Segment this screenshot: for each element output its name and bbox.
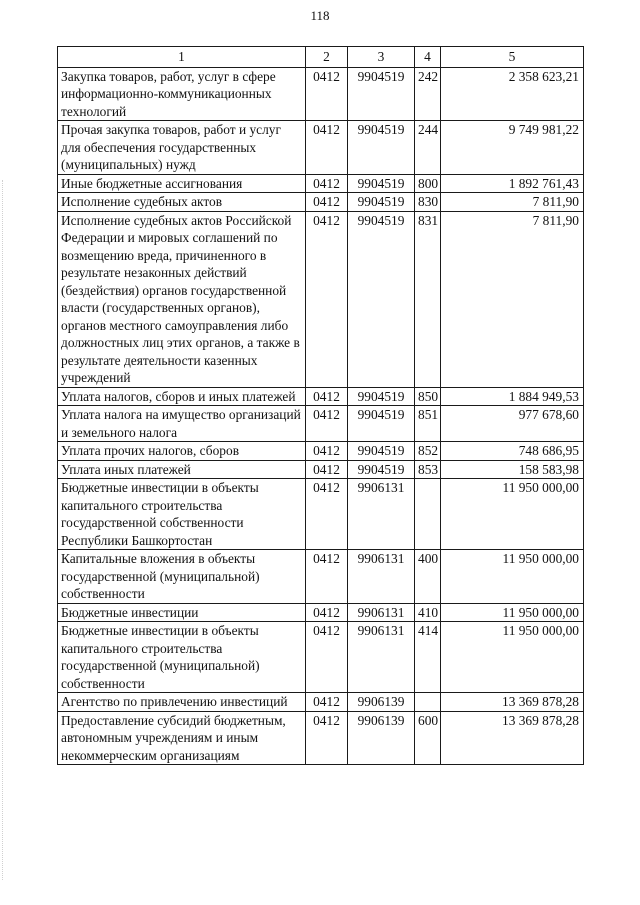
header-col-5: 5	[441, 47, 584, 68]
table-row	[58, 67, 584, 121]
row-section-code: 0412	[306, 442, 348, 461]
row-name: Иные бюджетные ассигнования	[58, 174, 306, 193]
row-expense-type: 852	[415, 442, 441, 461]
row-section-code: 0412	[306, 479, 348, 550]
row-expense-type	[415, 479, 441, 550]
header-col-4: 4	[415, 47, 441, 68]
table-row	[58, 460, 584, 479]
row-expense-type: 830	[415, 193, 441, 212]
table-row	[58, 174, 584, 193]
table-row	[58, 711, 584, 765]
row-expense-type: 831	[415, 211, 441, 387]
row-target-code: 9904519	[348, 387, 415, 406]
row-name: Бюджетные инвестиции в объекты капитального строительства государственной собственности Республики Башкортостан	[58, 479, 306, 550]
row-amount: 1 884 949,53	[441, 387, 584, 406]
row-amount: 7 811,90	[441, 211, 584, 387]
row-section-code: 0412	[306, 693, 348, 712]
row-name: Исполнение судебных актов	[58, 193, 306, 212]
scan-edge-mark	[2, 180, 4, 880]
row-amount: 7 811,90	[441, 193, 584, 212]
row-amount: 977 678,60	[441, 406, 584, 442]
table-row	[58, 406, 584, 442]
row-name: Агентство по привлечению инвестиций	[58, 693, 306, 712]
row-name: Уплата налогов, сборов и иных платежей	[58, 387, 306, 406]
row-target-code: 9906131	[348, 622, 415, 693]
row-expense-type: 600	[415, 711, 441, 765]
row-section-code: 0412	[306, 603, 348, 622]
row-section-code: 0412	[306, 211, 348, 387]
header-col-3: 3	[348, 47, 415, 68]
row-expense-type: 850	[415, 387, 441, 406]
row-section-code: 0412	[306, 550, 348, 604]
row-expense-type: 242	[415, 67, 441, 121]
header-col-1: 1	[58, 47, 306, 68]
row-name: Прочая закупка товаров, работ и услуг для обеспечения государственных (муниципальных) нужд	[58, 121, 306, 175]
row-target-code: 9904519	[348, 193, 415, 212]
row-target-code: 9904519	[348, 460, 415, 479]
row-amount: 13 369 878,28	[441, 693, 584, 712]
budget-table	[57, 46, 584, 765]
row-amount: 748 686,95	[441, 442, 584, 461]
table-row	[58, 550, 584, 604]
table-row	[58, 211, 584, 387]
row-expense-type: 244	[415, 121, 441, 175]
row-amount: 2 358 623,21	[441, 67, 584, 121]
row-target-code: 9906139	[348, 693, 415, 712]
table-row	[58, 387, 584, 406]
table-row	[58, 442, 584, 461]
row-name: Капитальные вложения в объекты государственной (муниципальной) собственности	[58, 550, 306, 604]
row-section-code: 0412	[306, 460, 348, 479]
row-section-code: 0412	[306, 387, 348, 406]
row-target-code: 9904519	[348, 442, 415, 461]
row-section-code: 0412	[306, 121, 348, 175]
row-target-code: 9904519	[348, 406, 415, 442]
row-target-code: 9904519	[348, 174, 415, 193]
table-row	[58, 121, 584, 175]
row-section-code: 0412	[306, 711, 348, 765]
row-amount: 11 950 000,00	[441, 622, 584, 693]
row-name: Уплата иных платежей	[58, 460, 306, 479]
row-name: Уплата налога на имущество организаций и земельного налога	[58, 406, 306, 442]
row-amount: 11 950 000,00	[441, 550, 584, 604]
page-number: 118	[310, 8, 330, 23]
row-expense-type: 410	[415, 603, 441, 622]
table-row	[58, 603, 584, 622]
row-expense-type	[415, 693, 441, 712]
row-name: Закупка товаров, работ, услуг в сфере информационно-коммуникационных технологий	[58, 67, 306, 121]
row-expense-type: 851	[415, 406, 441, 442]
row-section-code: 0412	[306, 406, 348, 442]
row-amount: 158 583,98	[441, 460, 584, 479]
table-row	[58, 479, 584, 550]
row-expense-type: 853	[415, 460, 441, 479]
row-amount: 9 749 981,22	[441, 121, 584, 175]
row-section-code: 0412	[306, 622, 348, 693]
header-col-2: 2	[306, 47, 348, 68]
table-row	[58, 193, 584, 212]
row-target-code: 9904519	[348, 121, 415, 175]
table-row	[58, 693, 584, 712]
row-section-code: 0412	[306, 174, 348, 193]
table-header-row	[58, 47, 584, 68]
row-target-code: 9904519	[348, 211, 415, 387]
row-amount: 1 892 761,43	[441, 174, 584, 193]
row-name: Бюджетные инвестиции в объекты капитального строительства государственной (муниципальной) собственности	[58, 622, 306, 693]
row-section-code: 0412	[306, 193, 348, 212]
row-name: Бюджетные инвестиции	[58, 603, 306, 622]
row-expense-type: 800	[415, 174, 441, 193]
row-target-code: 9906131	[348, 550, 415, 604]
table-row	[58, 622, 584, 693]
row-name: Предоставление субсидий бюджетным, автономным учреждениям и иным некоммерческим организациям	[58, 711, 306, 765]
row-target-code: 9906131	[348, 603, 415, 622]
row-target-code: 9906131	[348, 479, 415, 550]
row-target-code: 9904519	[348, 67, 415, 121]
row-section-code: 0412	[306, 67, 348, 121]
row-expense-type: 400	[415, 550, 441, 604]
row-amount: 11 950 000,00	[441, 603, 584, 622]
row-amount: 11 950 000,00	[441, 479, 584, 550]
row-name: Уплата прочих налогов, сборов	[58, 442, 306, 461]
row-name: Исполнение судебных актов Российской Федерации и мировых соглашений по возмещению вреда, причиненного в результате незаконных действий (бездействия) органов государственной власти (государственных органов), органов местного самоуправления либо должностных лиц этих органов, а также в результате деятельности казенных учреждений	[58, 211, 306, 387]
row-amount: 13 369 878,28	[441, 711, 584, 765]
row-target-code: 9906139	[348, 711, 415, 765]
row-expense-type: 414	[415, 622, 441, 693]
